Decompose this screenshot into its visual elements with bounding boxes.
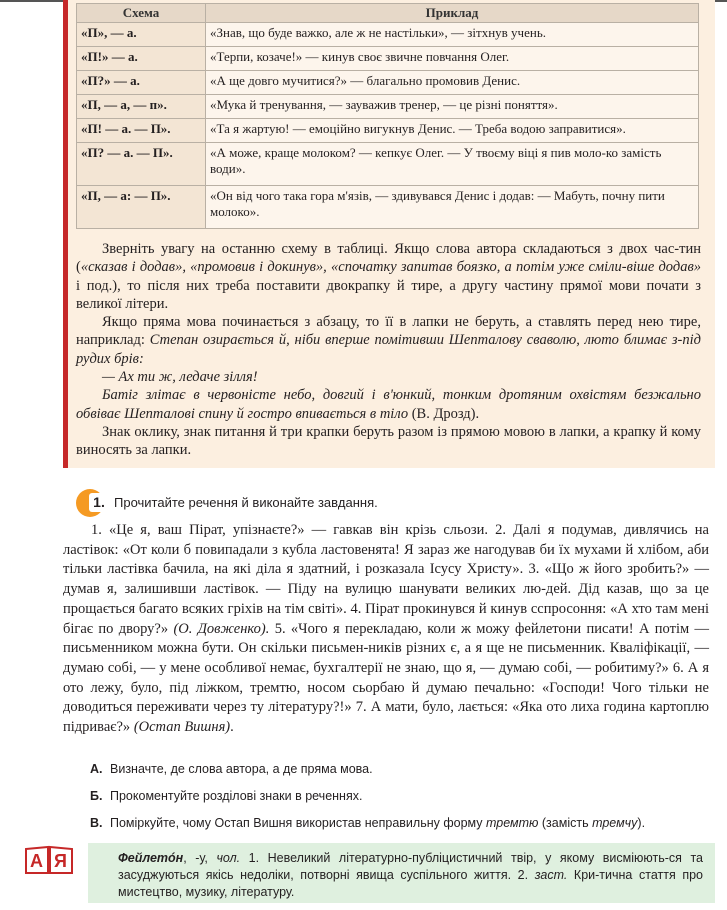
task-title: Прочитайте речення й виконайте завдання.: [114, 495, 378, 510]
example-cell: «Терпи, козаче!» — кинув своє звичне повчання Олег.: [206, 47, 699, 71]
note-paragraph: Зверніть увагу на останню схему в таблиці. Якщо слова автора складаються з двох час-тин («сказав і додав», «промовив і докинув», «спочатку запитав боязко, а потім уже сміли-віше додав» і под.), то після них треба поставити двокрапку й тире, а другу частину прямої мови почати з великої літери.: [76, 241, 701, 312]
scheme-cell: «П! — а. — П».: [77, 119, 206, 143]
table-row: [77, 47, 699, 71]
task-text: 1. «Це я, ваш Пірат, упізнаєте?» — гавкав він крізь сльози. 2. Далі я подумав, дивлячись на ластівок: «От коли б повипадали з кубла ластовенята! Я зараз же нагодував би їх мухами й хлібом, аби тільки ластівка бачила, на які діла я здатний, і розказала Ісусу Христу». 3. «Що ж його зробить?» — думав я, залишивши ластівок. — Піду на вулицю шанувати великих лю-дей. Дід казав, що за це прощається багато всяких гріхів на тім світі». 4. Пірат прокинувся й кинув сспросоння: «А хто там мені бігає по двору?» (О. Довженко). 5. «Чого я перекладаю, коли ж можу фейлетони писати! А потім — письменником можна бути. Он скільки письмен-ників різних є, а я ще не письменник. Кваліфікації, — думаю собі, — у мене особливої немає, бухгалтерії не знаю, що я, — думаю собі, — робитиму?» 6. А я ото лежу, було, під ліжком, тремтю, носом сьорбаю й думаю печально: «Господи! Чого тільки не доводиться переживати через ту літературу?!» 7. А мати, було, лається: «Яка ото лиха година картоплю підриває?» (Остап Вишня).: [63, 522, 709, 736]
task-number: 1.: [89, 493, 109, 512]
note-paragraph: Якщо пряма мова починається з абзацу, то її в лапки не беруть, а ставлять перед нею тире, наприклад: Степан озирається й, ніби вперше помітивши Шепталову сваволю, люто блимає з-під рудих брів:: [76, 314, 701, 367]
table-row: [77, 119, 699, 143]
table-row: [77, 23, 699, 47]
example-cell: «Мука й тренування, — зауважив тренер, — це різні поняття».: [206, 95, 699, 119]
scheme-cell: «П?» — а.: [77, 71, 206, 95]
example-cell: «Та я жартую! — емоційно вигукнув Денис. — Треба водою заправитися».: [206, 119, 699, 143]
example-cell: «А ще довго мучитися?» — благально промовив Денис.: [206, 71, 699, 95]
table-header-scheme: Схема: [77, 4, 206, 23]
panel-accent-bar: [63, 0, 68, 468]
example-paragraph: Батіг злітає в червоністе небо, довгий і в'юнкий, тонким дротяним охвістям безжально обвіває Шепталові спину й гостро впивається в тіло (В. Дрозд).: [76, 387, 701, 422]
example-line: — Ах ти ж, ледаче зілля!: [102, 369, 258, 386]
scheme-cell: «П? — а. — П».: [77, 143, 206, 186]
note-paragraph: Знак оклику, знак питання й три крапки беруть разом із прямою мовою в лапки, а крапку й кому виносять за лапки.: [76, 423, 701, 459]
table-row: [77, 71, 699, 95]
question-item: Б. Прокоментуйте розділові знаки в реченнях.: [90, 789, 363, 803]
example-cell: «А може, краще молоком? — кепкує Олег. — У твоєму віці я пив моло-ко замість води».: [206, 143, 699, 186]
example-cell: «Знав, що буде важко, але ж не настільки», — зітхнув учень.: [206, 23, 699, 47]
scheme-cell: «П», — а.: [77, 23, 206, 47]
task-header: [76, 489, 696, 517]
scheme-cell: «П, — а, — п».: [77, 95, 206, 119]
glossary-box: [88, 843, 715, 903]
example-cell: «Он від чого така гора м'язів, — здивувався Денис і додав: — Мабуть, почну пити молоко».: [206, 186, 699, 229]
dictionary-letter-a: А: [30, 851, 43, 871]
table-row: [77, 143, 699, 186]
direct-speech-schema-table: [76, 3, 699, 229]
question-item: В. Поміркуйте, чому Остап Вишня використав неправильну форму тремтю (замість тремчу).: [90, 816, 646, 830]
glossary-entry: Фейлетóн, -у, чол. 1. Невеликий літературно-публіцистичний твір, у якому висміюють-ся та засуджуються якісь недоліки, потворні явища суспільного життя. 2. заст. Кри-тична стаття про мистецтво, музику, літературу.: [118, 851, 703, 899]
scheme-cell: «П, — а: — П».: [77, 186, 206, 229]
dictionary-book-icon: [24, 843, 74, 875]
table-header-example: Приклад: [206, 4, 699, 23]
scheme-cell: «П!» — а.: [77, 47, 206, 71]
table-row: [77, 95, 699, 119]
question-item: А. Визначте, де слова автора, а де пряма мова.: [90, 762, 373, 776]
dictionary-letter-ya: Я: [54, 851, 67, 871]
rule-note: [76, 240, 701, 460]
table-row: [77, 186, 699, 229]
